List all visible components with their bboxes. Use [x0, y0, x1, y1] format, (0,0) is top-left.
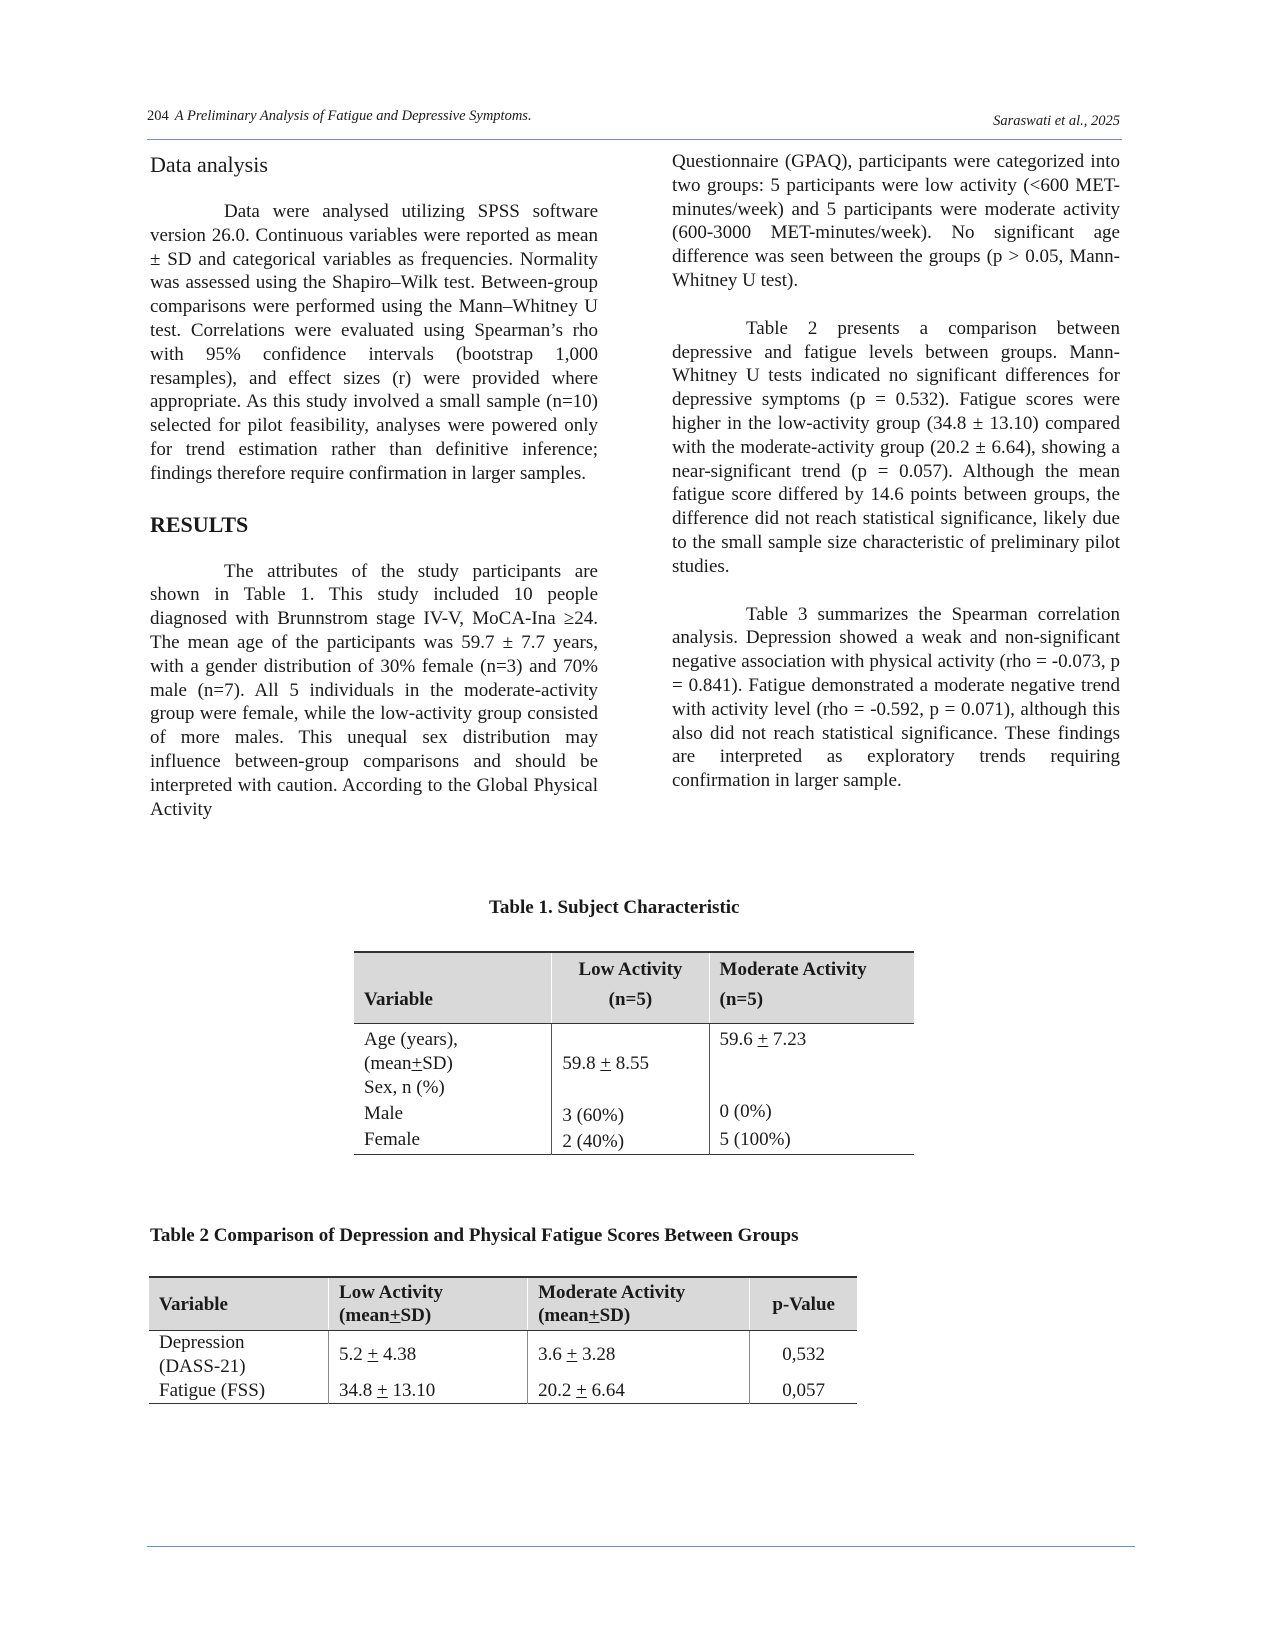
- depression-label: Depression (DASS-21): [159, 1332, 246, 1377]
- table-row: [149, 1331, 857, 1380]
- age-label-line1: Age (years),: [364, 1029, 458, 1050]
- table-row: [149, 1379, 857, 1404]
- header-moderate-n: (n=5): [709, 987, 914, 1024]
- fatigue-low-cell: 34.8 + 13.10: [329, 1379, 528, 1404]
- age-moderate-cell: 59.6 + 7.23: [709, 1024, 914, 1077]
- table-row: [354, 1024, 914, 1077]
- results-paragraph: The attributes of the study participants are shown in Table 1. This study included 10 people diagnosed with Brunnstrom stage IV-V, MoCA-Ina ≥24. The mean age of the participants was 59.7 ± 7.7 years, with a gender distribution of 30% female (n=3) and 70% male (n=7). All 5 individuals in the moderate-activity group were female, while the low-activity group consisted of more males. This unequal sex distribution may influence between-group comparisons and should be interpreted with caution. According to the Global Physical Activity: [150, 560, 598, 820]
- table1-caption: Table 1. Subject Characteristic: [489, 897, 740, 918]
- sex-label: Sex, n (%): [364, 1077, 445, 1098]
- running-title: A Preliminary Analysis of Fatigue and Depressive Symptoms.: [174, 108, 532, 124]
- running-authors: Saraswati et al., 2025: [993, 113, 1120, 129]
- header-variable: Variable: [149, 1277, 329, 1331]
- age-label-line2: (mean+SD): [364, 1053, 453, 1074]
- age-low-cell: 59.8 + 8.55: [552, 1024, 709, 1077]
- table-row: [354, 1128, 914, 1155]
- results-heading: RESULTS: [150, 511, 249, 537]
- header-p-value: p-Value: [750, 1277, 857, 1331]
- fatigue-moderate-cell: 20.2 + 6.64: [528, 1379, 750, 1404]
- depression-low-cell: 5.2 + 4.38: [329, 1331, 528, 1380]
- header-low-activity: Low Activity (mean+SD): [329, 1277, 528, 1331]
- male-moderate-cell: 0 (0%): [709, 1100, 914, 1128]
- depression-fatigue-table: [149, 1276, 857, 1404]
- female-label: Female: [364, 1129, 420, 1150]
- header-moderate-activity: Moderate Activity: [709, 952, 914, 987]
- table3-discussion-paragraph: Table 3 summarizes the Spearman correlation analysis. Depression showed a weak and non-significant negative association with physical activity (rho = -0.073, p = 0.841). Fatigue demonstrated a moderate negative trend with activity level (rho = -0.592, p = 0.071), although this also did not reach statistical significance. These findings are interpreted as exploratory trends requiring confirmation in larger sample.: [672, 603, 1120, 792]
- male-label: Male: [364, 1103, 404, 1124]
- table-row: [354, 1100, 914, 1128]
- female-low-cell: 2 (40%): [552, 1128, 709, 1155]
- data-analysis-heading: Data analysis: [150, 152, 268, 177]
- table2-discussion-paragraph: Table 2 presents a comparison between depressive and fatigue levels between groups. Mann-Whitney U tests indicated no significant differences for depressive symptoms (p = 0.532). Fatigue scores were higher in the low-activity group (34.8 ± 13.10) compared with the moderate-activity group (20.2 ± 6.64), showing a near-significant trend (p = 0.057). Although the mean fatigue score differed by 14.6 points between groups, the difference did not reach statistical significance, likely due to the small sample size characteristic of preliminary pilot studies.: [672, 317, 1120, 577]
- header-variable: Variable: [354, 987, 552, 1024]
- running-header: [147, 108, 532, 125]
- gpaq-paragraph: Questionnaire (GPAQ), participants were categorized into two groups: 5 participants were low activity (<600 MET-minutes/week) and 5 participants were moderate activity (600-3000 MET-minutes/week). No significant age difference was seen between the groups (p > 0.05, Mann-Whitney U test).: [672, 151, 1120, 291]
- header-low-n: (n=5): [552, 987, 709, 1024]
- footer-rule: [147, 1546, 1135, 1547]
- left-column: [150, 150, 598, 821]
- page-number: 204: [147, 108, 169, 124]
- table2-caption: Table 2 Comparison of Depression and Physical Fatigue Scores Between Groups: [150, 1225, 799, 1246]
- data-analysis-paragraph: Data were analysed utilizing SPSS software version 26.0. Continuous variables were reported as mean ± SD and categorical variables as frequencies. Normality was assessed using the Shapiro–Wilk test. Between-group comparisons were performed using the Mann–Whitney U test. Correlations were evaluated using Spearman’s rho with 95% confidence intervals (bootstrap 1,000 resamples), and effect sizes (r) were provided where appropriate. As this study involved a small sample (n=10) selected for pilot feasibility, analyses were powered only for trend estimation rather than definitive inference; findings therefore require confirmation in larger samples.: [150, 201, 598, 484]
- right-column: [672, 150, 1120, 793]
- female-moderate-cell: 5 (100%): [709, 1128, 914, 1155]
- header-rule: [147, 139, 1122, 140]
- depression-p-value: 0,532: [750, 1331, 857, 1380]
- subject-characteristic-table: [354, 951, 914, 1155]
- table-row: [354, 1076, 914, 1100]
- header-moderate-activity: Moderate Activity (mean+SD): [528, 1277, 750, 1331]
- fatigue-p-value: 0,057: [750, 1379, 857, 1404]
- fatigue-label: Fatigue (FSS): [159, 1380, 266, 1401]
- header-low-activity: Low Activity: [552, 952, 709, 987]
- depression-moderate-cell: 3.6 + 3.28: [528, 1331, 750, 1380]
- male-low-cell: 3 (60%): [552, 1100, 709, 1128]
